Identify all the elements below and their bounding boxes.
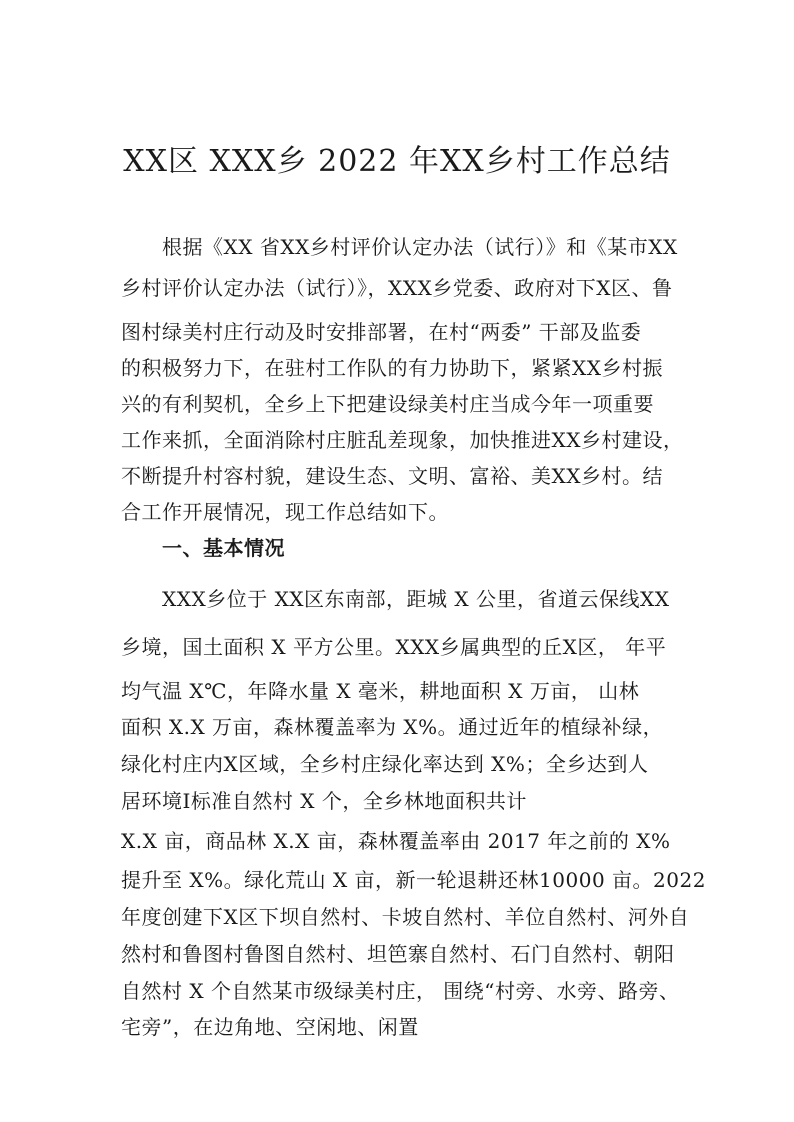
body-line-6: 工作来抓，全面消除村庄脏乱差现象，加快推进XX乡村建设，	[121, 428, 684, 452]
section-heading-basic-info: 一、基本情况	[121, 536, 285, 560]
body-line-12: 均气温 X℃，年降水量 X 毫米，耕地面积 X 万亩， 山林	[121, 679, 640, 703]
body-line-10: XXX乡位于 XX区东南部，距城 X 公里，省道云保线XX	[121, 587, 670, 611]
body-line-13: 面积 X.X 万亩，森林覆盖率为 X%。通过近年的植绿补绿，	[121, 715, 664, 739]
body-line-21: 宅旁”，在边角地、空闲地、闲置	[121, 1015, 419, 1039]
body-line-15: 居环境Ⅰ标准自然村 X 个，全乡林地面积共计	[121, 789, 527, 813]
document-title: XX区 XXX乡 2022 年XX乡村工作总结	[123, 144, 671, 179]
body-line-1: 根据《XX 省XX乡村评价认定办法（试行）》和《某市XX	[121, 235, 678, 259]
body-line-19: 然村和鲁图村鲁图自然村、坦笆寨自然村、石门自然村、朝阳	[121, 942, 675, 966]
body-line-14: 绿化村庄内X区域，全乡村庄绿化率达到 X%；全乡达到人	[121, 752, 649, 776]
body-line-20: 自然村 X 个自然某市级绿美村庄， 围绕“村旁、水旁、路旁、	[121, 979, 680, 1003]
body-line-4: 的积极努力下，在驻村工作队的有力协助下，紧紧XX乡村振	[121, 356, 663, 380]
body-line-18: 年度创建下X区下坝自然村、卡坡自然村、羊位自然村、河外自	[121, 905, 690, 929]
body-line-3: 图村绿美村庄行动及时安排部署，在村“两委” 干部及监委	[121, 320, 642, 344]
body-line-5: 兴的有利契机，全乡上下把建设绿美村庄当成今年一项重要	[121, 392, 654, 416]
body-line-2: 乡村评价认定办法（试行）》，XXX乡党委、政府对下X区、鲁	[121, 276, 673, 300]
body-line-8: 合工作开展情况，现工作总结如下。	[121, 500, 449, 524]
body-line-16: X.X 亩，商品林 X.X 亩，森林覆盖率由 2017 年之前的 X%	[121, 829, 671, 853]
body-line-17: 提升至 X%。绿化荒山 X 亩，新一轮退耕还林10000 亩。2022	[121, 868, 706, 892]
body-line-11: 乡境，国土面积 X 平方公里。XXX乡属典型的丘X区， 年平	[121, 635, 667, 659]
body-line-7: 不断提升村容村貌，建设生态、文明、富裕、美XX乡村。结	[121, 464, 663, 488]
